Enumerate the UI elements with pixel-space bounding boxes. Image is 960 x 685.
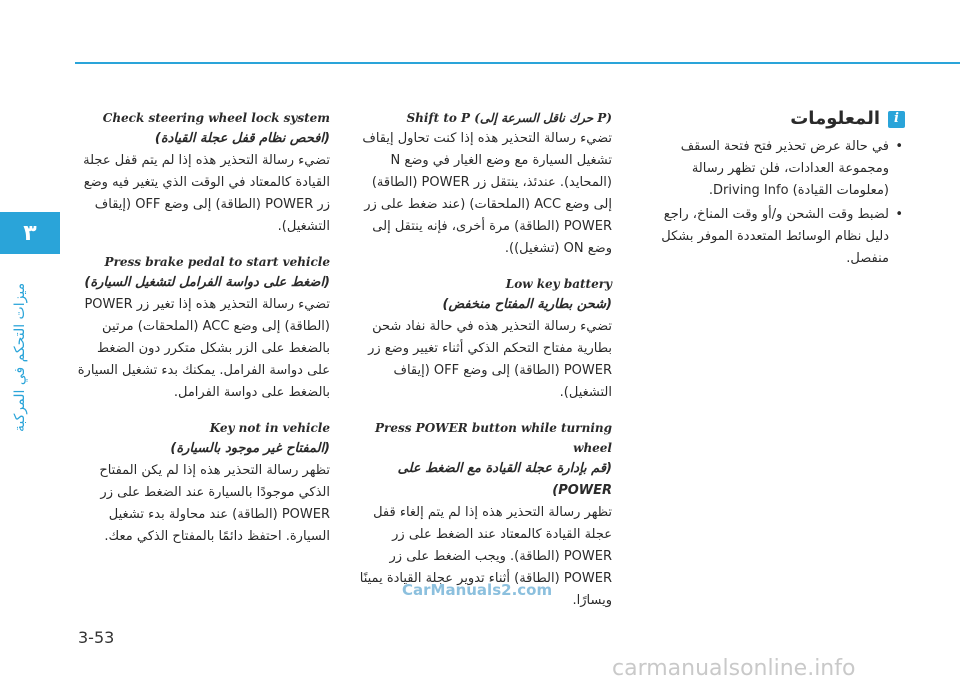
message-body: تضيء رسالة التحذير هذه في حالة نفاد شحن بطارية مفتاح التحكم الذكي أثناء تغيير وضع زر POWER (الطاقة) إلى وضع OFF (إيقاف التشغيل). (368, 319, 612, 400)
header-rule (75, 62, 960, 64)
message-title-en: Press POWER button while turning wheel (375, 421, 612, 455)
watermark-corner: carmanualsonline.info (612, 656, 856, 681)
info-title: المعلومات (790, 108, 880, 129)
message-section (75, 252, 330, 404)
page-number: 3-53 (78, 628, 115, 647)
message-title-en: Press brake pedal to start vehicle (104, 255, 330, 269)
chapter-tab[interactable] (0, 212, 60, 254)
message-body: تضيء رسالة التحذير هذه إذا لم يتم قفل عجلة القيادة كالمعتاد في الوقت الذي يتغير فيه وضع زر POWER (الطاقة) إلى وضع OFF (إيقاف التشغيل). (83, 153, 330, 234)
watermark-center: CarManuals2.com (402, 581, 553, 599)
message-title-en: Shift to P (حرك ناقل السرعة إلى P) (406, 111, 612, 125)
message-title-ar: (افحص نظام قفل عجلة القيادة) (154, 131, 330, 146)
message-body: تضيء رسالة التحذير هذه إذا كنت تحاول إيقاف تشغيل السيارة مع وضع الغيار في وضع N (المحايد). عندئذ، ينتقل زر POWER (الطاقة) إلى وضع ACC (الملحقات) (عند ضغط على زر POWER (الطاقة) مرة أخرى، فإنه ينتقل إلى وضع ON (تشغيل)). (362, 131, 612, 256)
message-title-ar: (اضغط على دواسة الفرامل لتشغيل السيارة) (84, 275, 330, 290)
message-section (350, 274, 612, 404)
message-title-ar: (شحن بطارية المفتاح منخفض) (442, 297, 612, 312)
message-title-en: Key not in vehicle (209, 421, 330, 435)
middle-column (350, 108, 612, 626)
left-column (75, 108, 330, 562)
info-column (645, 108, 905, 272)
message-section (350, 108, 612, 260)
message-body: تضيء رسالة التحذير هذه إذا تغير زر POWER (الطاقة) إلى وضع ACC (الملحقات) مرتين بالضغط على الزر بشكل متكرر دون الضغط على دواسة الفرامل. يمكنك بدء تشغيل السيارة بالضغط على دواسة الفرامل. (77, 297, 330, 400)
message-title-ar: (المفتاح غير موجود بالسيارة) (170, 441, 330, 456)
chapter-number: ٣ (23, 220, 37, 246)
message-title-en: Low key battery (505, 277, 612, 291)
chapter-title: ميزات التحكم في المركبة (12, 282, 28, 432)
info-list (645, 136, 905, 270)
message-section (75, 108, 330, 238)
info-bullet: • لضبط وقت الشحن و/أو وقت المناخ، راجع دليل نظام الوسائط المتعددة الموفر بشكل منفصل. (645, 204, 905, 270)
message-body: تظهر رسالة التحذير هذه إذا لم يتم إلغاء قفل عجلة القيادة كالمعتاد عند الضغط على زر POWER (الطاقة). ويجب الضغط على زر POWER (الطاقة) أثناء تدوير عجلة القيادة يمينًا ويسارًا. (359, 505, 612, 608)
info-icon: i (888, 111, 905, 128)
message-title-en: Check steering wheel lock system (102, 111, 330, 125)
info-header (645, 108, 905, 130)
message-section (75, 418, 330, 548)
message-title-ar: (قم بإدارة عجلة القيادة مع الضغط على POWER) (397, 461, 612, 498)
message-body: تظهر رسالة التحذير هذه إذا لم يكن المفتاح الذكي موجودًا بالسيارة عند الضغط على زر POWER (الطاقة) عند محاولة بدء تشغيل السيارة. احتفظ دائمًا بالمفتاح الذكي معك. (99, 463, 330, 544)
info-bullet: • في حالة عرض تحذير فتح فتحة السقف ومجموعة العدادات، فلن تظهر رسالة (معلومات القيادة) Driving Info. (645, 136, 905, 202)
